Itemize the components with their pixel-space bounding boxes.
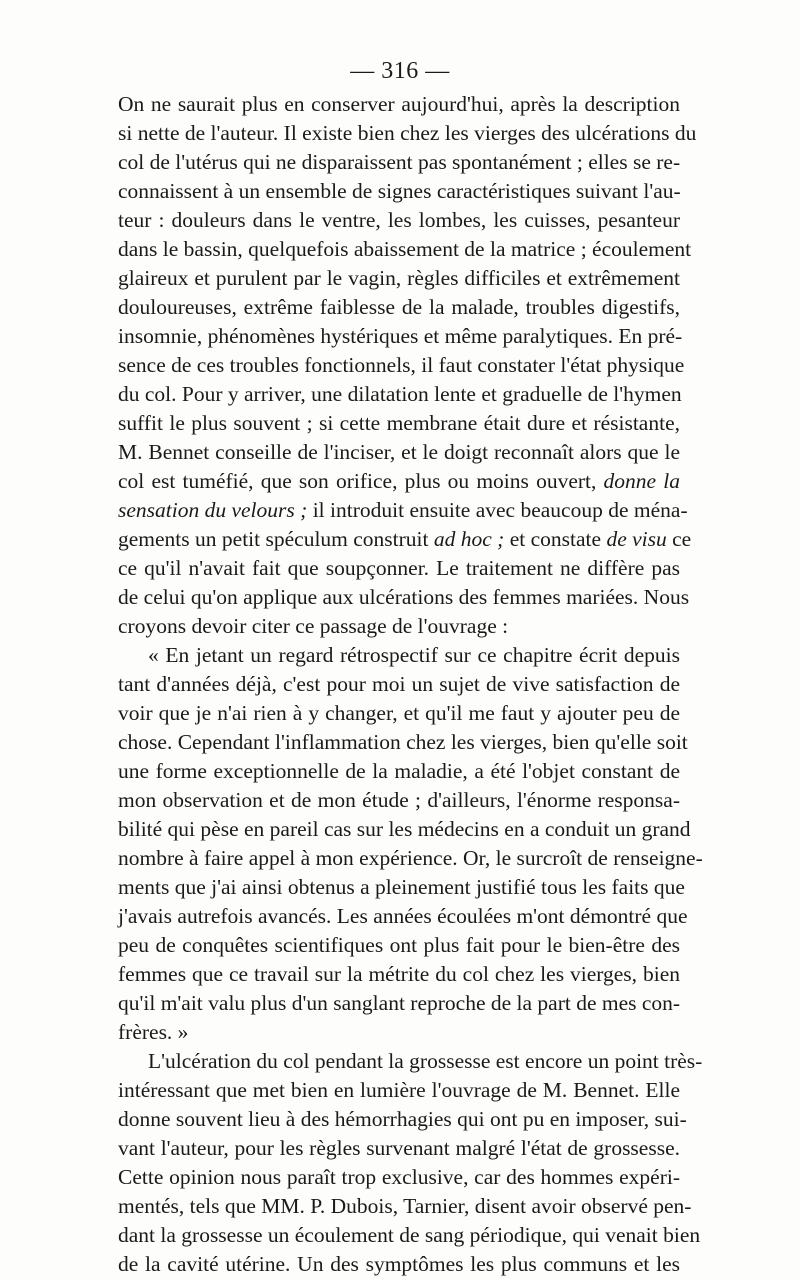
italic-text: de visu — [606, 527, 667, 551]
text-line: ce qu'il n'avait fait que soupçonner. Le traitement ne diffère pas — [118, 556, 680, 580]
text-line: femmes que ce travail sur la métrite du col chez les vierges, bien — [118, 962, 680, 986]
text-line: chose. Cependant l'inflammation chez les vierges, bien qu'elle soit — [118, 730, 688, 754]
text-line: intéressant que met bien en lumière l'ouvrage de M. Bennet. Elle — [118, 1078, 680, 1102]
text-line — [118, 525, 692, 554]
text-line: voir que je n'ai rien à y changer, et qu'il me faut y ajouter peu de — [118, 701, 680, 725]
text-line: insomnie, phénomènes hystériques et même paralytiques. En pré- — [118, 324, 683, 348]
text-line: sence de ces troubles fonctionnels, il faut constater l'état physique — [118, 353, 685, 377]
text-line: douloureuses, extrême faiblesse de la malade, troubles digestifs, — [118, 295, 680, 319]
text-span: il introduit ensuite avec beaucoup de ména- — [307, 498, 688, 522]
text-span: ce — [666, 527, 692, 551]
page-number: — 316 — — [350, 58, 450, 84]
text-line: Cette opinion nous paraît trop exclusive, car des hommes expéri- — [118, 1165, 680, 1189]
italic-text: ad hoc ; — [433, 527, 505, 551]
text-line: une forme exceptionnelle de la maladie, a été l'objet constant de — [118, 759, 680, 783]
text-line: j'avais autrefois avancés. Les années écoulées m'ont démontré que — [118, 904, 688, 928]
text-line: qu'il m'ait valu plus d'un sanglant reproche de la part de mes con- — [118, 991, 681, 1015]
text-span: gements un petit spéculum construit — [118, 527, 434, 551]
text-line: dant la grossesse un écoulement de sang périodique, qui venait bien — [118, 1223, 701, 1247]
text-line: tant d'années déjà, c'est pour moi un sujet de vive satisfaction de — [118, 672, 680, 696]
text-line — [118, 496, 688, 525]
italic-text: donne la — [603, 469, 680, 493]
text-line: On ne saurait plus en conserver aujourd'hui, après la description — [118, 92, 680, 116]
text-span: et constate — [504, 527, 607, 551]
text-line: du col. Pour y arriver, une dilatation lente et graduelle de l'hymen — [118, 382, 682, 406]
text-line: « En jetant un regard rétrospectif sur ce chapitre écrit depuis — [148, 643, 680, 667]
text-line: de celui qu'on applique aux ulcérations des femmes mariées. Nous — [118, 585, 690, 609]
text-line: si nette de l'auteur. Il existe bien chez les vierges des ulcérations du — [118, 121, 697, 145]
text-line: mentés, tels que MM. P. Dubois, Tarnier, disent avoir observé pen- — [118, 1194, 692, 1218]
text-line: mon observation et de mon étude ; d'ailleurs, l'énorme responsa- — [118, 788, 680, 812]
text-line: dans le bassin, quelquefois abaissement de la matrice ; écoulement — [118, 237, 692, 261]
italic-text: sensation du velours ; — [118, 498, 308, 522]
text-line: frères. » — [118, 1020, 189, 1044]
text-line: teur : douleurs dans le ventre, les lombes, les cuisses, pesanteur — [118, 208, 680, 232]
text-line: de la cavité utérine. Un des symptômes les plus communs et les — [118, 1252, 680, 1276]
text-line: croyons devoir citer ce passage de l'ouvrage : — [118, 614, 509, 638]
text-line: L'ulcération du col pendant la grossesse est encore un point très- — [148, 1049, 703, 1073]
body-text — [118, 90, 703, 1279]
text-line: bilité qui pèse en pareil cas sur les médecins en a conduit un grand — [118, 817, 691, 841]
text-line: peu de conquêtes scientifiques ont plus fait pour le bien-être des — [118, 933, 680, 957]
text-line: glaireux et purulent par le vagin, règles difficiles et extrêmement — [118, 266, 680, 290]
text-line: connaissent à un ensemble de signes caractéristiques suivant l'au- — [118, 179, 681, 203]
text-line: vant l'auteur, pour les règles survenant malgré l'état de grossesse. — [118, 1136, 680, 1160]
text-line: donne souvent lieu à des hémorrhagies qui ont pu en imposer, sui- — [118, 1107, 687, 1131]
text-line: M. Bennet conseille de l'inciser, et le doigt reconnaît alors que le — [118, 440, 680, 464]
text-line — [118, 467, 680, 496]
text-span: col est tuméfié, que son orifice, plus ou moins ouvert, — [118, 469, 604, 493]
text-line: suffit le plus souvent ; si cette membrane était dure et résistante, — [118, 411, 680, 435]
text-line: ments que j'ai ainsi obtenus a pleinement justifié tous les faits que — [118, 875, 685, 899]
text-line: col de l'utérus qui ne disparaissent pas spontanément ; elles se re- — [118, 150, 681, 174]
text-line: nombre à faire appel à mon expérience. Or, le surcroît de renseigne- — [118, 846, 703, 870]
